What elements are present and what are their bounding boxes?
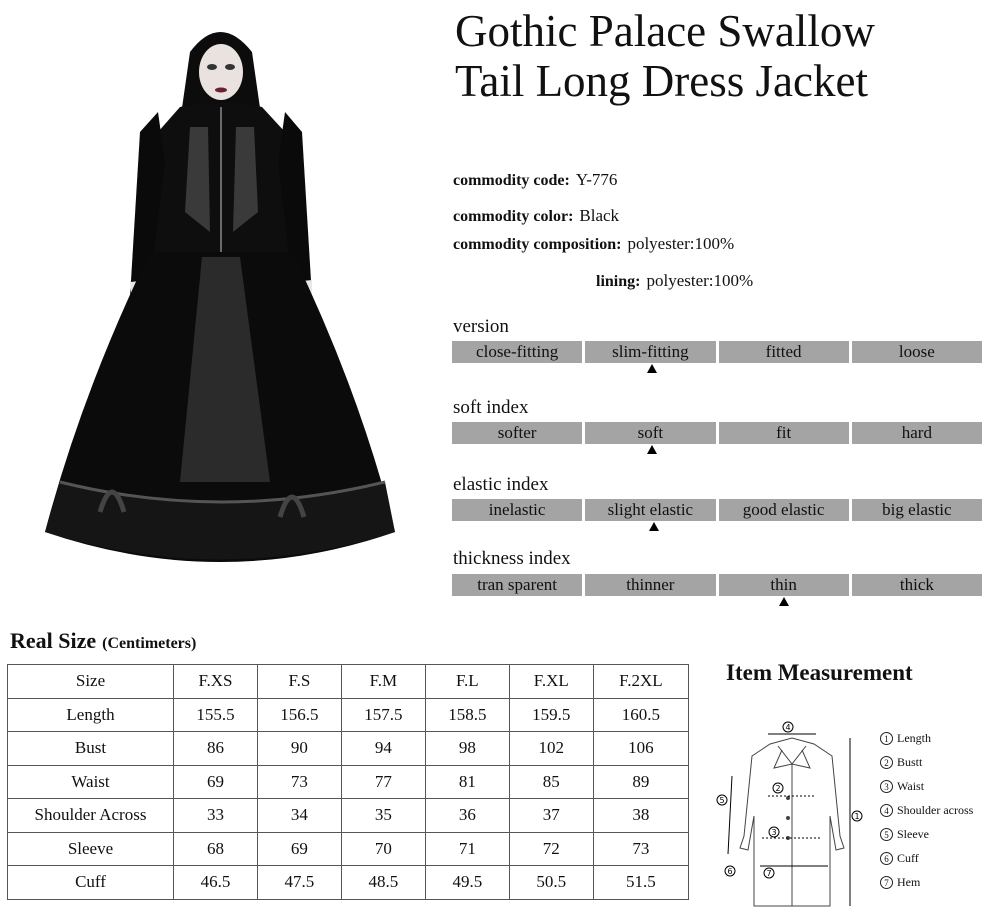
title-line-1: Gothic Palace Swallow bbox=[455, 6, 875, 56]
table-header-cell: F.2XL bbox=[593, 665, 688, 699]
table-row bbox=[8, 799, 689, 833]
table-header-cell: F.M bbox=[341, 665, 425, 699]
table-cell: 156.5 bbox=[257, 698, 341, 732]
thickness-index-label: thickness index bbox=[453, 548, 571, 569]
table-cell: 157.5 bbox=[341, 698, 425, 732]
version-selected-marker bbox=[647, 364, 657, 373]
spec-lining-label: lining: bbox=[596, 273, 641, 290]
table-cell: 37 bbox=[509, 799, 593, 833]
size-table bbox=[7, 664, 689, 900]
table-row bbox=[8, 732, 689, 766]
spec-color-label: commodity color: bbox=[453, 208, 574, 225]
table-cell: 94 bbox=[341, 732, 425, 766]
svg-text:3: 3 bbox=[771, 828, 777, 837]
table-cell: 106 bbox=[593, 732, 688, 766]
table-cell: Sleeve bbox=[8, 832, 174, 866]
table-cell: Cuff bbox=[8, 866, 174, 900]
thickness-index-option: thick bbox=[852, 574, 982, 596]
table-cell: 70 bbox=[341, 832, 425, 866]
elastic-index-scale bbox=[452, 499, 982, 521]
table-header-cell: F.XL bbox=[509, 665, 593, 699]
table-cell: 86 bbox=[174, 732, 258, 766]
legend-number: 7 bbox=[880, 876, 893, 889]
svg-text:4: 4 bbox=[785, 723, 791, 732]
legend-number: 6 bbox=[880, 852, 893, 865]
table-cell: 81 bbox=[425, 765, 509, 799]
soft-index-scale bbox=[452, 422, 982, 444]
table-cell: 69 bbox=[257, 832, 341, 866]
table-cell: 102 bbox=[509, 732, 593, 766]
spec-code-value: Y-776 bbox=[575, 170, 618, 189]
spec-code-label: commodity code: bbox=[453, 172, 570, 189]
table-cell: Waist bbox=[8, 765, 174, 799]
table-cell: 90 bbox=[257, 732, 341, 766]
legend-label: Sleeve bbox=[897, 826, 929, 841]
legend-item bbox=[880, 774, 973, 798]
table-cell: 72 bbox=[509, 832, 593, 866]
spec-color-value: Black bbox=[579, 206, 620, 225]
spec-lining-value: polyester:100% bbox=[646, 271, 754, 290]
legend-number: 1 bbox=[880, 732, 893, 745]
soft-index-option: soft bbox=[585, 422, 715, 444]
legend-label: Hem bbox=[897, 874, 921, 889]
legend-item bbox=[880, 822, 973, 846]
legend-label: Length bbox=[897, 730, 931, 745]
spec-code bbox=[453, 170, 617, 190]
elastic-index-label: elastic index bbox=[453, 474, 549, 495]
table-cell: 158.5 bbox=[425, 698, 509, 732]
legend-item bbox=[880, 750, 973, 774]
legend-item bbox=[880, 726, 973, 750]
version-option: loose bbox=[852, 341, 982, 363]
table-cell: 71 bbox=[425, 832, 509, 866]
table-cell: 68 bbox=[174, 832, 258, 866]
elastic-index-option: inelastic bbox=[452, 499, 582, 521]
thickness-index-option: tran sparent bbox=[452, 574, 582, 596]
table-header-cell: F.L bbox=[425, 665, 509, 699]
table-cell: 50.5 bbox=[509, 866, 593, 900]
legend-item bbox=[880, 846, 973, 870]
product-photo bbox=[30, 12, 410, 592]
table-cell: Length bbox=[8, 698, 174, 732]
elastic-index-option: slight elastic bbox=[585, 499, 715, 521]
spec-composition-label: commodity composition: bbox=[453, 236, 622, 253]
version-option: slim-fitting bbox=[585, 341, 715, 363]
svg-text:1: 1 bbox=[854, 812, 860, 821]
table-cell: 77 bbox=[341, 765, 425, 799]
thickness-index-selected-marker bbox=[779, 597, 789, 606]
legend-number: 3 bbox=[880, 780, 893, 793]
table-cell: 159.5 bbox=[509, 698, 593, 732]
table-row bbox=[8, 765, 689, 799]
item-measurement-title: Item Measurement bbox=[726, 660, 913, 685]
table-header-row bbox=[8, 665, 689, 699]
table-cell: 69 bbox=[174, 765, 258, 799]
legend-number: 2 bbox=[880, 756, 893, 769]
title-line-2: Tail Long Dress Jacket bbox=[455, 56, 868, 106]
table-cell: 73 bbox=[593, 832, 688, 866]
version-option: fitted bbox=[719, 341, 849, 363]
table-cell: 46.5 bbox=[174, 866, 258, 900]
spec-composition bbox=[453, 234, 734, 254]
table-cell: 85 bbox=[509, 765, 593, 799]
legend-item bbox=[880, 870, 973, 894]
spec-lining bbox=[596, 271, 753, 291]
legend-number: 4 bbox=[880, 804, 893, 817]
table-cell: 98 bbox=[425, 732, 509, 766]
legend-item bbox=[880, 798, 973, 822]
measurement-diagram bbox=[712, 716, 872, 912]
soft-index-label: soft index bbox=[453, 397, 529, 418]
table-cell: 155.5 bbox=[174, 698, 258, 732]
soft-index-option: fit bbox=[719, 422, 849, 444]
table-cell: 51.5 bbox=[593, 866, 688, 900]
elastic-index-option: good elastic bbox=[719, 499, 849, 521]
table-cell: Shoulder Across bbox=[8, 799, 174, 833]
table-cell: 47.5 bbox=[257, 866, 341, 900]
table-cell: 36 bbox=[425, 799, 509, 833]
soft-index-selected-marker bbox=[647, 445, 657, 454]
table-cell: 48.5 bbox=[341, 866, 425, 900]
version-scale bbox=[452, 341, 982, 363]
table-row bbox=[8, 832, 689, 866]
elastic-index-selected-marker bbox=[649, 522, 659, 531]
table-header-cell: F.S bbox=[257, 665, 341, 699]
thickness-index-scale bbox=[452, 574, 982, 596]
thickness-index-option: thin bbox=[719, 574, 849, 596]
spec-composition-value: polyester:100% bbox=[627, 234, 735, 253]
table-cell: 33 bbox=[174, 799, 258, 833]
version-label: version bbox=[453, 316, 509, 337]
legend-label: Cuff bbox=[897, 850, 919, 865]
spec-color bbox=[453, 206, 619, 226]
real-size-heading bbox=[10, 628, 196, 654]
table-cell: 34 bbox=[257, 799, 341, 833]
legend-number: 5 bbox=[880, 828, 893, 841]
svg-text:7: 7 bbox=[766, 869, 772, 878]
table-header-cell: F.XS bbox=[174, 665, 258, 699]
table-cell: 89 bbox=[593, 765, 688, 799]
svg-text:2: 2 bbox=[775, 784, 781, 793]
table-header-cell: Size bbox=[8, 665, 174, 699]
table-row bbox=[8, 698, 689, 732]
real-size-unit: (Centimeters) bbox=[102, 635, 197, 652]
thickness-index-option: thinner bbox=[585, 574, 715, 596]
measurement-legend bbox=[880, 726, 973, 894]
svg-text:6: 6 bbox=[727, 867, 733, 876]
table-cell: 49.5 bbox=[425, 866, 509, 900]
elastic-index-option: big elastic bbox=[852, 499, 982, 521]
soft-index-option: hard bbox=[852, 422, 982, 444]
soft-index-option: softer bbox=[452, 422, 582, 444]
real-size-title: Real Size bbox=[10, 628, 97, 653]
table-cell: Bust bbox=[8, 732, 174, 766]
table-cell: 160.5 bbox=[593, 698, 688, 732]
table-row bbox=[8, 866, 689, 900]
table-cell: 38 bbox=[593, 799, 688, 833]
legend-label: Waist bbox=[897, 778, 925, 793]
table-cell: 73 bbox=[257, 765, 341, 799]
version-option: close-fitting bbox=[452, 341, 582, 363]
svg-text:5: 5 bbox=[719, 796, 725, 805]
table-cell: 35 bbox=[341, 799, 425, 833]
product-title bbox=[455, 6, 985, 106]
legend-label: Shoulder across bbox=[897, 802, 974, 817]
legend-label: Bustt bbox=[897, 754, 923, 769]
